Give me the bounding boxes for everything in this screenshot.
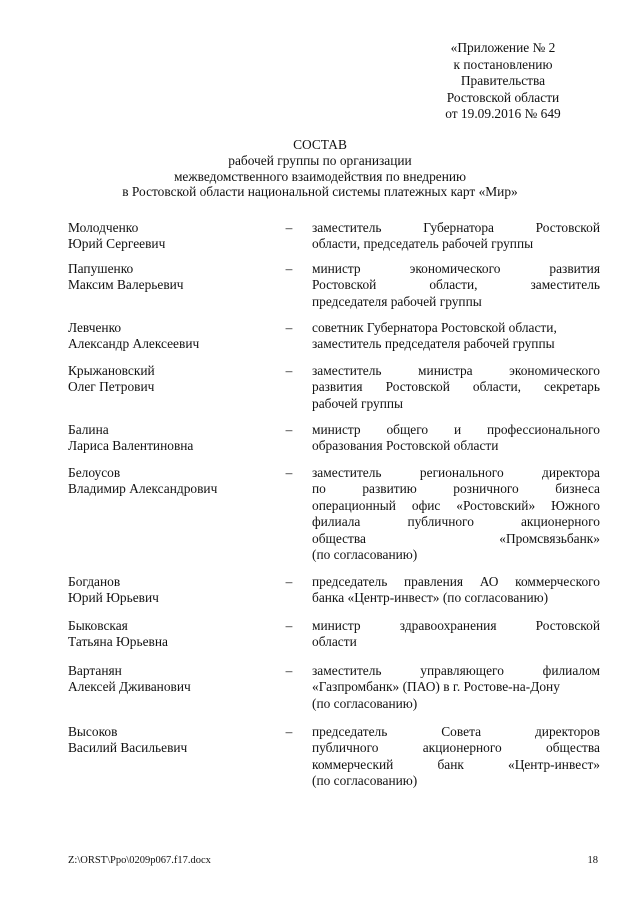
role-line: коммерческий банк «Центр-инвест»: [312, 756, 600, 772]
title-line: межведомственного взаимодействия по внедрению: [173, 168, 467, 184]
member-given-names: Алексей Дживанович: [68, 679, 191, 695]
member-dash: –: [285, 363, 293, 378]
page-number: 18: [587, 855, 598, 866]
member-dash: –: [285, 220, 293, 235]
title-heading: СОСТАВ: [293, 137, 347, 152]
member-name: [68, 320, 278, 353]
member-given-names: Лариса Валентиновна: [68, 438, 194, 454]
role-line: председателя рабочей группы: [312, 293, 482, 309]
member-name: [68, 663, 278, 696]
member-given-names: Юрий Сергеевич: [68, 236, 166, 252]
role-line: советник Губернатора Ростовской области,: [312, 320, 557, 335]
member-name: [68, 261, 278, 294]
appendix-line: Ростовской области: [446, 89, 560, 105]
member-role: [312, 261, 600, 310]
member-role: [312, 663, 600, 712]
role-line: председатель правления АО коммерческого: [312, 574, 600, 589]
role-line: филиала публичного акционерного: [312, 514, 600, 530]
member-surname: Молодченко: [68, 220, 139, 235]
appendix-line: от 19.09.2016 № 649: [445, 106, 561, 122]
role-line: министр здравоохранения Ростовской: [312, 618, 600, 633]
member-name: [68, 422, 278, 455]
member-role: [312, 220, 600, 253]
member-given-names: Василий Васильевич: [68, 740, 188, 756]
role-line: области, председатель рабочей группы: [312, 236, 534, 252]
member-name: [68, 574, 278, 607]
member-dash: –: [285, 422, 293, 437]
role-line: области: [312, 634, 357, 650]
member-role: [312, 422, 600, 455]
member-dash: –: [285, 724, 293, 739]
role-line: заместитель Губернатора Ростовской: [312, 220, 600, 235]
member-given-names: Юрий Юрьевич: [68, 590, 159, 606]
role-line: (по согласованию): [312, 547, 418, 563]
member-given-names: Олег Петрович: [68, 379, 155, 395]
role-line: «Газпромбанк» (ПАО) в г. Ростове-на-Дону: [312, 679, 560, 695]
member-role: [312, 363, 600, 412]
role-line: (по согласованию): [312, 695, 418, 711]
member-surname: Папушенко: [68, 261, 134, 276]
member-surname: Крыжановский: [68, 363, 155, 378]
role-line: заместитель министра экономического: [312, 363, 600, 378]
role-line: министр экономического развития: [312, 261, 600, 276]
member-given-names: Татьяна Юрьевна: [68, 634, 168, 650]
member-role: [312, 574, 600, 607]
member-surname: Высоков: [68, 724, 118, 739]
role-line: общества «Промсвязьбанк»: [312, 530, 600, 546]
member-surname: Вартанян: [68, 663, 122, 678]
member-role: [312, 465, 600, 563]
member-name: [68, 220, 278, 253]
role-line: министр общего и профессионального: [312, 422, 600, 437]
member-surname: Быковская: [68, 618, 128, 633]
footer-file-path: Z:\ORST\Ppo\0209p067.f17.docx: [68, 855, 211, 866]
role-line: (по согласованию): [312, 773, 418, 789]
role-line: председатель Совета директоров: [312, 724, 600, 739]
appendix-header: [400, 40, 606, 123]
role-line: заместитель управляющего филиалом: [312, 663, 600, 678]
role-line: заместитель регионального директора: [312, 465, 600, 480]
role-line: по развитию розничного бизнеса: [312, 481, 600, 497]
member-name: [68, 363, 278, 396]
member-name: [68, 465, 278, 498]
member-given-names: Максим Валерьевич: [68, 277, 184, 293]
title-line: рабочей группы по организации: [228, 152, 412, 168]
document-title: [60, 137, 580, 200]
member-surname: Балина: [68, 422, 109, 437]
role-line: заместитель председателя рабочей группы: [312, 336, 555, 352]
role-line: образования Ростовской области: [312, 438, 499, 454]
member-role: [312, 320, 600, 353]
role-line: рабочей группы: [312, 395, 404, 411]
member-surname: Белоусов: [68, 465, 121, 480]
appendix-line: к постановлению: [453, 56, 553, 72]
member-given-names: Александр Алексеевич: [68, 336, 200, 352]
member-role: [312, 724, 600, 790]
member-given-names: Владимир Александрович: [68, 481, 218, 497]
member-role: [312, 618, 600, 651]
member-name: [68, 618, 278, 651]
member-dash: –: [285, 465, 293, 480]
role-line: банка «Центр-инвест» (по согласованию): [312, 590, 549, 606]
member-dash: –: [285, 320, 293, 335]
member-name: [68, 724, 278, 757]
member-surname: Богданов: [68, 574, 121, 589]
role-line: операционный офис «Ростовский» Южного: [312, 497, 600, 513]
title-line: в Ростовской области национальной системы платежных карт «Мир»: [122, 184, 518, 200]
appendix-line: «Приложение № 2: [450, 40, 556, 55]
member-dash: –: [285, 261, 293, 276]
role-line: развития Ростовской области, секретарь: [312, 379, 600, 395]
member-dash: –: [285, 663, 293, 678]
appendix-line: Правительства: [460, 73, 546, 89]
member-dash: –: [285, 618, 293, 633]
member-surname: Левченко: [68, 320, 122, 335]
role-line: Ростовской области, заместитель: [312, 277, 600, 293]
member-dash: –: [285, 574, 293, 589]
role-line: публичного акционерного общества: [312, 740, 600, 756]
